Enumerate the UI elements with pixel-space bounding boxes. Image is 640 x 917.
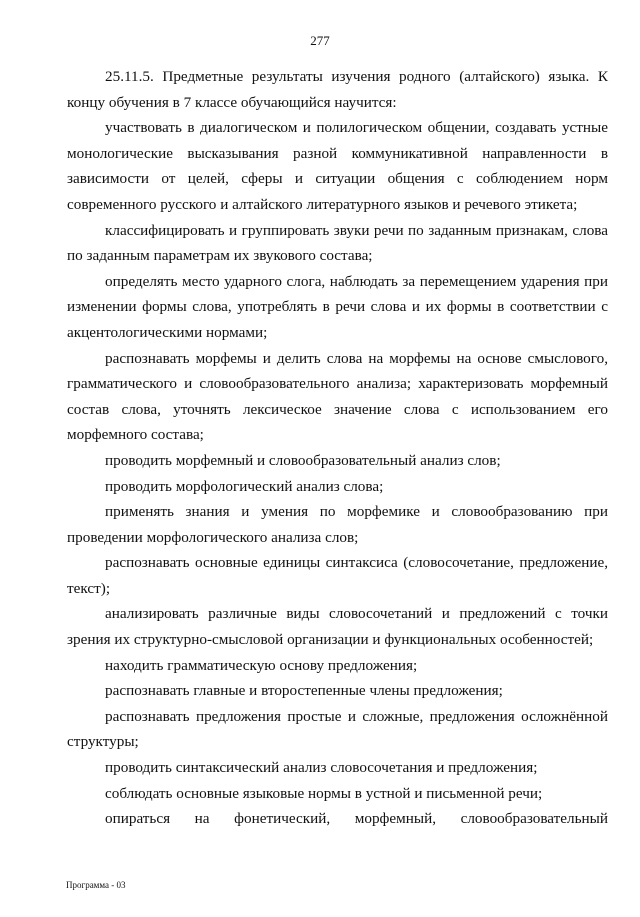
paragraph-section-heading: 25.11.5. Предметные результаты изучения родного (алтайского) языка. К концу обучения в 7 классе обучающийся научится: [67, 68, 608, 111]
paragraph-sounds: классифицировать и группировать звуки речи по заданным признакам, слова по заданным параметрам их звукового состава; [67, 221, 608, 265]
paragraph-phrases-analysis: анализировать различные виды словосочетаний и предложений с точки зрения их структурно-смысловой организации и функциональных особенностей; [67, 605, 608, 649]
paragraph-language-norms: соблюдать основные языковые нормы в устной и письменной речи; [105, 784, 543, 802]
paragraph-grammatical-basis: находить грамматическую основу предложения; [105, 656, 418, 674]
paragraph-stress: определять место ударного слога, наблюдать за перемещением ударения при изменении формы слова, употреблять в речи слова и их формы в соответствии с акцентологическими нормами; [67, 272, 608, 341]
paragraph-continuation: опираться на фонетический, морфемный, словообразовательный [105, 810, 608, 828]
footer-label: Программа - 03 [66, 880, 126, 890]
paragraph-morphemes: распознавать морфемы и делить слова на морфемы на основе смыслового, грамматического и словообразовательного анализа; характеризовать морфемный состав слова, уточнять лексическое значение слова с использованием его морфемного состава; [67, 349, 608, 444]
page-number: 277 [310, 33, 330, 48]
paragraph-morphological-analysis: проводить морфологический анализ слова; [105, 477, 384, 495]
paragraph-syntax-units: распознавать основные единицы синтаксиса (словосочетание, предложение, текст); [67, 554, 608, 597]
paragraph-syntactic-analysis: проводить синтаксический анализ словосочетания и предложения; [105, 759, 538, 777]
body-text [67, 64, 608, 832]
paragraph-dialogue: участвовать в диалогическом и полилогическом общении, создавать устные монологические высказывания разной коммуникативной направленности в зависимости от целей, сферы и ситуации общения с соблюдением норм современного русского и алтайского литературного языков и речевого этикета; [67, 119, 608, 213]
paragraph-apply-knowledge: применять знания и умения по морфемике и словообразованию при проведении морфологического анализа слов; [67, 503, 608, 546]
paragraph-sentence-types: распознавать предложения простые и сложные, предложения осложнённой структуры; [67, 707, 608, 751]
paragraph-morphemic-analysis: проводить морфемный и словообразовательный анализ слов; [105, 451, 501, 469]
paragraph-sentence-members: распознавать главные и второстепенные члены предложения; [105, 682, 503, 700]
